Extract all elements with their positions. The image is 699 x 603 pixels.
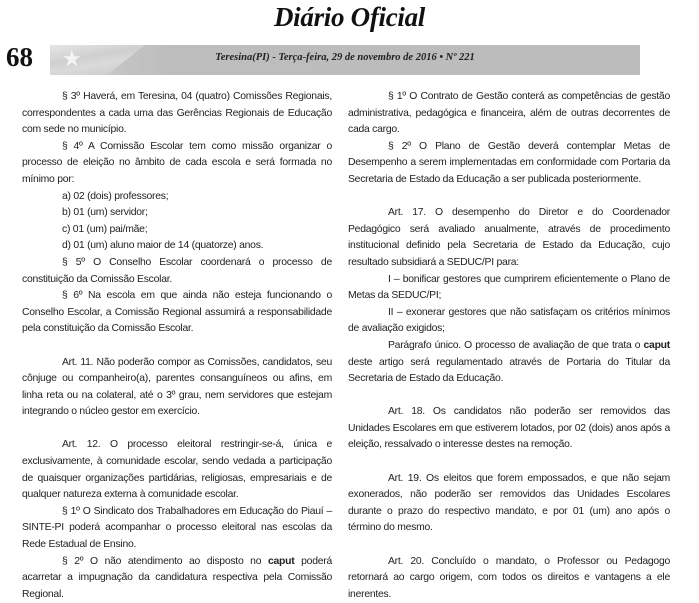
paragraph: I – bonificar gestores que cumprirem eficientemente o Plano de Metas da SEDUC/PI; — [348, 273, 670, 302]
list-item: d) 01 (um) aluno maior de 14 (quatorze) anos. — [62, 240, 264, 252]
right-column — [348, 89, 670, 603]
article-18: Art. 18. Os candidatos não poderão ser removidos das Unidades Escolares em que estiverem lotados, por 02 (dois) anos após a eleição, ressalvado o interesse destes na remoção. — [348, 406, 670, 451]
paragraph — [348, 338, 670, 388]
paragraph: § 2º O Plano de Gestão deverá contemplar Metas de Desempenho a serem implementadas em conformidade com Portaria da Secretaria de Estado da Educação a ser publicada posteriormente. — [348, 140, 670, 185]
paragraph: § 6º Na escola em que ainda não esteja funcionando o Conselho Escolar, a Comissão Regional assumirá a responsabilidade pela constituição da Comissão Escolar. — [22, 290, 332, 335]
article-20: Art. 20. Concluído o mandato, o Professor ou Pedagogo retornará ao cargo origem, com todos os direitos e vantagens a ele inerentes. — [348, 555, 670, 600]
article-19: Art. 19. Os eleitos que forem empossados, e que não sejam exonerados, não poderão ser removidos das Unidades Escolares durante o prazo do respectivo mandato, e por 01 (um) ano após o término do mesmo. — [348, 472, 670, 534]
paragraph: II – exonerar gestores que não satisfaçam os critérios mínimos de avaliação exigidos; — [348, 306, 670, 335]
list-item: b) 01 (um) servidor; — [62, 207, 148, 219]
bold-term: caput — [267, 555, 295, 567]
star-icon: ★ — [62, 46, 82, 71]
paragraph: § 4º A Comissão Escolar tem como missão organizar o processo de eleição no âmbito de cada escola e será formada no mínimo por: — [22, 140, 332, 185]
text: poderá acarretar a impugnação da candidatura respectiva pela Comissão Regional. — [22, 555, 333, 600]
article-12: Art. 12. O processo eleitoral restringir-se-á, única e exclusivamente, à comunidade escolar, sendo vedada a participação de quaisquer organizações partidárias, religiosas, empresariais e de qualquer natureza externa à comunidade escolar. — [22, 439, 332, 501]
list-item: c) 01 (um) pai/mãe; — [62, 223, 148, 235]
paragraph — [22, 554, 332, 603]
text: Parágrafo único. O processo de avaliação de que trata o — [388, 339, 644, 351]
paragraph: § 1º O Sindicato dos Trabalhadores em Educação do Piauí – SINTE-PI poderá acompanhar o processo eleitoral nas escolas da Rede Estadual de Ensino. — [22, 505, 332, 551]
text: deste artigo será regulamentado através de Portaria do Titular da Secretaria de Estado da Educação. — [348, 356, 670, 385]
newspaper-title: Diário Oficial — [273, 2, 426, 32]
paragraph: § 3º Haverá, em Teresina, 04 (quatro) Comissões Regionais, correspondentes a cada uma das Gerências Regionais de Educação com sede no município. — [22, 91, 332, 136]
page-number: 68 — [6, 42, 33, 72]
paragraph: § 5º O Conselho Escolar coordenará o processo de constituição da Comissão Escolar. — [22, 256, 332, 285]
left-column — [22, 89, 332, 603]
paragraph: § 1º O Contrato de Gestão conterá as competências de gestão administrativa, pedagógica e financeira, além de outras decorrentes de cada cargo. — [348, 91, 670, 136]
list-item: a) 02 (dois) professores; — [62, 190, 169, 202]
bold-term: caput — [643, 339, 670, 351]
edition-line: Teresina(PI) - Terça-feira, 29 de novembro de 2016 • Nº 221 — [215, 52, 475, 63]
text: § 2º O não atendimento ao disposto no — [62, 555, 268, 567]
article-17: Art. 17. O desempenho do Diretor e do Coordenador Pedagógico será avaliado anualmente, através de procedimento institucional definido pela Secretaria de Estado da Educação, cujo resultado subsidiará a SEDUC/PI para: — [348, 207, 670, 268]
article-11: Art. 11. Não poderão compor as Comissões, candidatos, seu cônjuge ou companheiro(a), parentes consanguíneos ou afins, em linha reta ou na colateral, até o 3º grau, nem servidores que estejam integrando o núcleo gestor em exercício. — [22, 356, 332, 418]
header-band — [50, 45, 640, 75]
